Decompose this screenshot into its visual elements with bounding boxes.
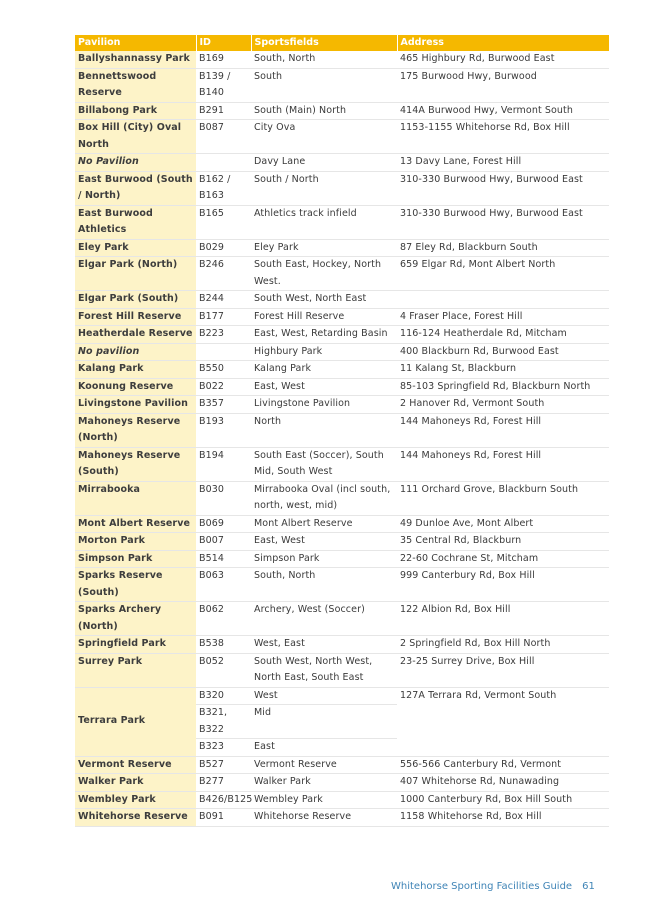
table-row: [75, 568, 609, 602]
id-cell: B323: [196, 739, 251, 757]
table-row: [75, 239, 609, 257]
address-cell: 22-60 Cochrane St, Mitcham: [397, 550, 609, 568]
sportsfields-cell: Livingstone Pavilion: [251, 396, 397, 414]
table-row: [75, 481, 609, 515]
id-cell: B165: [196, 205, 251, 239]
address-cell: 465 Highbury Rd, Burwood East: [397, 51, 609, 68]
sportsfields-cell: South, North: [251, 51, 397, 68]
facilities-table-container: [75, 35, 609, 827]
pavilion-cell: Wembley Park: [75, 791, 196, 809]
pavilion-cell: Springfield Park: [75, 636, 196, 654]
pavilion-cell: Billabong Park: [75, 102, 196, 120]
pavilion-cell: East Burwood (South / North): [75, 171, 196, 205]
pavilion-cell: Livingstone Pavilion: [75, 396, 196, 414]
id-cell: B277: [196, 774, 251, 792]
sportsfields-cell: Mid: [251, 705, 397, 739]
pavilion-cell: Mont Albert Reserve: [75, 515, 196, 533]
table-row: [75, 257, 609, 291]
address-cell: 400 Blackburn Rd, Burwood East: [397, 343, 609, 361]
table-row: [75, 308, 609, 326]
id-cell: B320: [196, 687, 251, 705]
id-cell: B194: [196, 447, 251, 481]
table-row: [75, 326, 609, 344]
header-sportsfields: Sportsfields: [251, 35, 397, 51]
page-footer: [391, 881, 595, 892]
sportsfields-cell: North: [251, 413, 397, 447]
pavilion-cell: Morton Park: [75, 533, 196, 551]
table-row: [75, 756, 609, 774]
id-cell: B169: [196, 51, 251, 68]
header-address: Address: [397, 35, 609, 51]
table-row: [75, 120, 609, 154]
facilities-table: [75, 35, 610, 827]
table-row: [75, 291, 609, 309]
sportsfields-cell: East: [251, 739, 397, 757]
id-cell: B030: [196, 481, 251, 515]
table-row: [75, 51, 609, 68]
id-cell: B514: [196, 550, 251, 568]
pavilion-cell: Elgar Park (South): [75, 291, 196, 309]
table-row: [75, 515, 609, 533]
table-row: [75, 809, 609, 827]
address-cell: 2 Hanover Rd, Vermont South: [397, 396, 609, 414]
pavilion-cell: Heatherdale Reserve: [75, 326, 196, 344]
id-cell: [196, 154, 251, 172]
id-cell: B550: [196, 361, 251, 379]
sportsfields-cell: East, West: [251, 378, 397, 396]
address-cell: 4 Fraser Place, Forest Hill: [397, 308, 609, 326]
table-row: [75, 68, 609, 102]
sportsfields-cell: Walker Park: [251, 774, 397, 792]
id-cell: B052: [196, 653, 251, 687]
pavilion-cell: No Pavilion: [75, 154, 196, 172]
id-cell: B246: [196, 257, 251, 291]
address-cell: 310-330 Burwood Hwy, Burwood East: [397, 205, 609, 239]
address-cell: 111 Orchard Grove, Blackburn South: [397, 481, 609, 515]
address-cell: 144 Mahoneys Rd, Forest Hill: [397, 413, 609, 447]
pavilion-cell: Sparks Reserve (South): [75, 568, 196, 602]
id-cell: B139 / B140: [196, 68, 251, 102]
address-cell: 2 Springfield Rd, Box Hill North: [397, 636, 609, 654]
sportsfields-cell: West, East: [251, 636, 397, 654]
id-cell: B527: [196, 756, 251, 774]
address-cell: 1158 Whitehorse Rd, Box Hill: [397, 809, 609, 827]
sportsfields-cell: Vermont Reserve: [251, 756, 397, 774]
sportsfields-cell: South: [251, 68, 397, 102]
id-cell: B177: [196, 308, 251, 326]
pavilion-cell: Surrey Park: [75, 653, 196, 687]
address-cell: 11 Kalang St, Blackburn: [397, 361, 609, 379]
sportsfields-cell: South East (Soccer), South Mid, South West: [251, 447, 397, 481]
table-header-row: [75, 35, 609, 51]
id-cell: B321, B322: [196, 705, 251, 739]
table-row: [75, 653, 609, 687]
table-row: [75, 378, 609, 396]
sportsfields-cell: Simpson Park: [251, 550, 397, 568]
pavilion-cell: Forest Hill Reserve: [75, 308, 196, 326]
sportsfields-cell: Mont Albert Reserve: [251, 515, 397, 533]
id-cell: B087: [196, 120, 251, 154]
sportsfields-cell: Forest Hill Reserve: [251, 308, 397, 326]
id-cell: B291: [196, 102, 251, 120]
table-row: [75, 602, 609, 636]
pavilion-cell: Vermont Reserve: [75, 756, 196, 774]
id-cell: B091: [196, 809, 251, 827]
sportsfields-cell: Highbury Park: [251, 343, 397, 361]
sportsfields-cell: West: [251, 687, 397, 705]
sportsfields-cell: South (Main) North: [251, 102, 397, 120]
table-row: [75, 205, 609, 239]
address-cell: 1000 Canterbury Rd, Box Hill South: [397, 791, 609, 809]
table-row: [75, 396, 609, 414]
address-cell: 23-25 Surrey Drive, Box Hill: [397, 653, 609, 687]
id-cell: B244: [196, 291, 251, 309]
id-cell: B162 / B163: [196, 171, 251, 205]
header-pavilion: Pavilion: [75, 35, 196, 51]
sportsfields-cell: Wembley Park: [251, 791, 397, 809]
id-cell: B062: [196, 602, 251, 636]
pavilion-cell: Kalang Park: [75, 361, 196, 379]
id-cell: B223: [196, 326, 251, 344]
table-row: [75, 171, 609, 205]
table-row: [75, 102, 609, 120]
page-number: 61: [582, 881, 595, 892]
id-cell: B069: [196, 515, 251, 533]
sportsfields-cell: Mirrabooka Oval (incl south, north, west, mid): [251, 481, 397, 515]
id-cell: [196, 343, 251, 361]
address-cell: 122 Albion Rd, Box Hill: [397, 602, 609, 636]
id-cell: B357: [196, 396, 251, 414]
address-cell: 35 Central Rd, Blackburn: [397, 533, 609, 551]
header-id: ID: [196, 35, 251, 51]
address-cell: 116-124 Heatherdale Rd, Mitcham: [397, 326, 609, 344]
sportsfields-cell: Archery, West (Soccer): [251, 602, 397, 636]
pavilion-cell: Simpson Park: [75, 550, 196, 568]
sportsfields-cell: South West, North East: [251, 291, 397, 309]
address-cell: 175 Burwood Hwy, Burwood: [397, 68, 609, 102]
address-cell: 49 Dunloe Ave, Mont Albert: [397, 515, 609, 533]
pavilion-cell: Koonung Reserve: [75, 378, 196, 396]
pavilion-cell: Ballyshannassy Park: [75, 51, 196, 68]
sportsfields-cell: East, West: [251, 533, 397, 551]
id-cell: B022: [196, 378, 251, 396]
pavilion-cell: Bennettswood Reserve: [75, 68, 196, 102]
address-cell: [397, 291, 609, 309]
table-row: [75, 636, 609, 654]
sportsfields-cell: Davy Lane: [251, 154, 397, 172]
address-cell: 414A Burwood Hwy, Vermont South: [397, 102, 609, 120]
pavilion-cell: Mahoneys Reserve (South): [75, 447, 196, 481]
address-cell: 87 Eley Rd, Blackburn South: [397, 239, 609, 257]
pavilion-cell: Terrara Park: [75, 687, 196, 756]
sportsfields-cell: South, North: [251, 568, 397, 602]
id-cell: B007: [196, 533, 251, 551]
id-cell: B193: [196, 413, 251, 447]
footer-title: Whitehorse Sporting Facilities Guide: [391, 881, 573, 892]
table-row: [75, 774, 609, 792]
address-cell: 310-330 Burwood Hwy, Burwood East: [397, 171, 609, 205]
address-cell: 144 Mahoneys Rd, Forest Hill: [397, 447, 609, 481]
sportsfields-cell: South / North: [251, 171, 397, 205]
pavilion-cell: Mirrabooka: [75, 481, 196, 515]
pavilion-cell: Whitehorse Reserve: [75, 809, 196, 827]
pavilion-cell: Walker Park: [75, 774, 196, 792]
sportsfields-cell: East, West, Retarding Basin: [251, 326, 397, 344]
id-cell: B063: [196, 568, 251, 602]
table-row: [75, 550, 609, 568]
sportsfields-cell: Whitehorse Reserve: [251, 809, 397, 827]
table-body: [75, 51, 609, 826]
table-row: [75, 687, 609, 705]
pavilion-cell: Elgar Park (North): [75, 257, 196, 291]
address-cell: 407 Whitehorse Rd, Nunawading: [397, 774, 609, 792]
address-cell: 1153-1155 Whitehorse Rd, Box Hill: [397, 120, 609, 154]
sportsfields-cell: Eley Park: [251, 239, 397, 257]
table-row: [75, 154, 609, 172]
sportsfields-cell: Kalang Park: [251, 361, 397, 379]
pavilion-cell: Eley Park: [75, 239, 196, 257]
id-cell: B538: [196, 636, 251, 654]
table-row: [75, 533, 609, 551]
pavilion-cell: Sparks Archery (North): [75, 602, 196, 636]
table-row: [75, 343, 609, 361]
table-row: [75, 447, 609, 481]
id-cell: B426/B125: [196, 791, 251, 809]
table-row: [75, 791, 609, 809]
table-row: [75, 361, 609, 379]
sportsfields-cell: City Ova: [251, 120, 397, 154]
pavilion-cell: Box Hill (City) Oval North: [75, 120, 196, 154]
table-row: [75, 413, 609, 447]
pavilion-cell: East Burwood Athletics: [75, 205, 196, 239]
address-cell: 13 Davy Lane, Forest Hill: [397, 154, 609, 172]
address-cell: 659 Elgar Rd, Mont Albert North: [397, 257, 609, 291]
pavilion-cell: Mahoneys Reserve (North): [75, 413, 196, 447]
address-cell: 556-566 Canterbury Rd, Vermont: [397, 756, 609, 774]
sportsfields-cell: South East, Hockey, North West.: [251, 257, 397, 291]
sportsfields-cell: South West, North West, North East, South East: [251, 653, 397, 687]
sportsfields-cell: Athletics track infield: [251, 205, 397, 239]
pavilion-cell: No pavilion: [75, 343, 196, 361]
address-cell: 85-103 Springfield Rd, Blackburn North: [397, 378, 609, 396]
id-cell: B029: [196, 239, 251, 257]
address-cell: 127A Terrara Rd, Vermont South: [397, 687, 609, 756]
address-cell: 999 Canterbury Rd, Box Hill: [397, 568, 609, 602]
